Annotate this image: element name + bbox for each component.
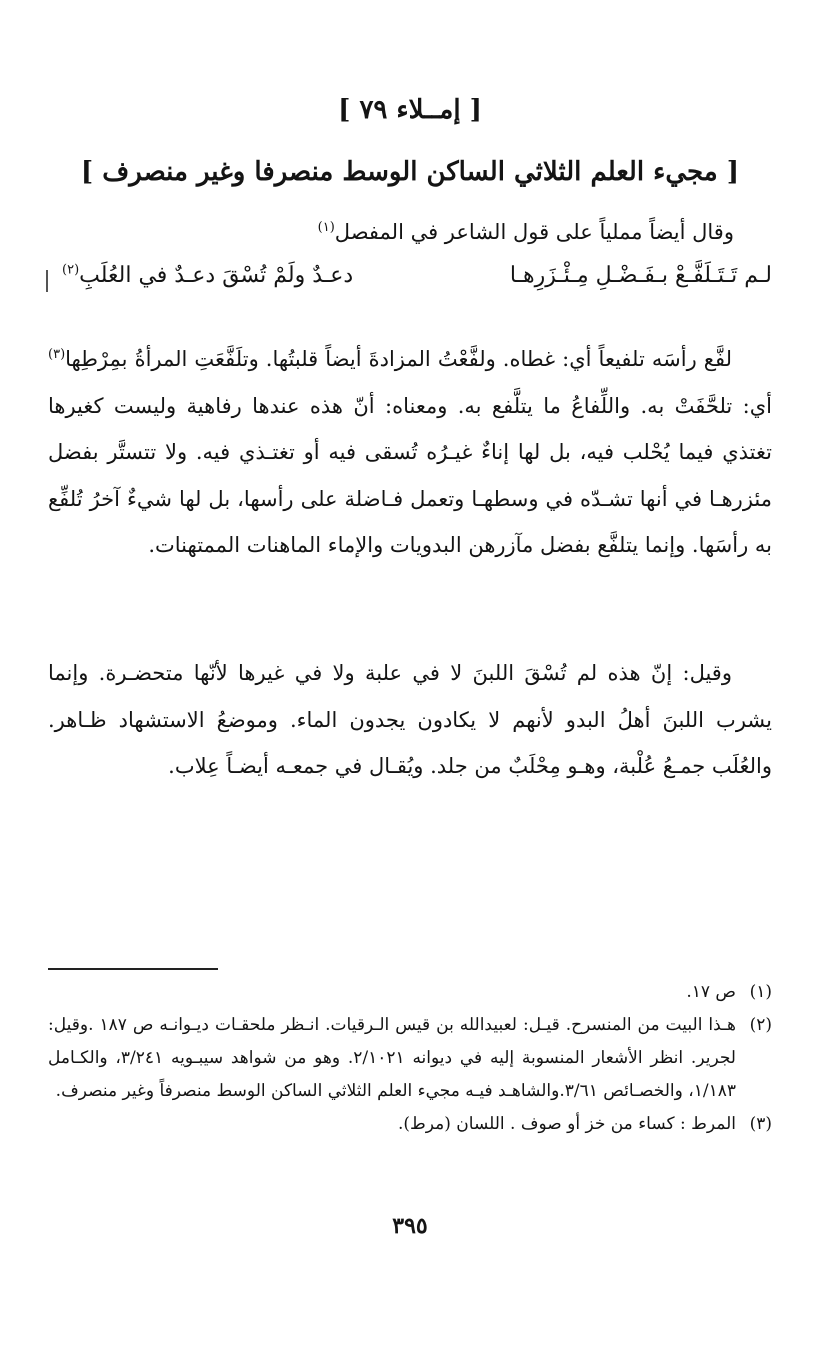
footnote-ref-3: (٣) — [48, 347, 66, 362]
verse-second-hemistich: دعـدٌ ولَمْ تُسْقَ دعـدٌ في العُلَبِ — [79, 263, 354, 288]
footnote-1 — [48, 976, 772, 1009]
intro-line — [318, 214, 734, 250]
footnote-text: ص ١٧. — [686, 982, 736, 1002]
chapter-title: [ مجيء العلم الثلاثي الساكن الوسط منصرفا وغير منصرف ] — [80, 157, 740, 187]
intro-text: وقال أيضاً مملياً على قول الشاعر في المفصل — [334, 220, 734, 244]
footnote-number: (١) — [749, 982, 772, 1002]
footnote-number: (٢) — [749, 1015, 772, 1035]
dictation-title: [ إمــلاء ٧٩ ] — [338, 95, 482, 125]
footnote-ref-1: (١) — [317, 220, 335, 235]
paragraph-1 — [48, 336, 772, 569]
footnote-text: هـذا البيت من المنسرح. قيـل: لعبيدالله بن قيس الـرقيات. انـظر ملحقـات ديـوانـه ص ١٨٧ .وقيل: لجرير. انظر الأشعار المنسوبة إليه في ديوانه ٢/١٠٢١. وهو من شواهد سيبـويه ٣/٢٤١، والكـامل ١/١٨٣، والخصـائص ٣/٦١.والشاهـد فيـه مجيء العلم الثلاثي الساكن الوسط منصرفاً وغير منصرف. — [48, 1015, 736, 1101]
page-number: ٣٩٥ — [392, 1213, 428, 1239]
footnote-3 — [48, 1108, 772, 1141]
verse-first-hemistich: لـم تَـتَـلَفَّـعْ بـفَـضْـلِ مِـئْـزَرِهـا — [509, 263, 772, 288]
paragraph-2: وقيل: إنّ هذه لم تُسْقَ اللبنَ لا في علبة ولا في غيرها لأنّها متحضـرة. وإنما يشرب اللبنَ أهلُ البدو لأنهم لا يكادون يجدون الماء. وموضعُ الاستشهاد ظـاهر. والعُلَب جمـعُ عُلْبة، وهـو مِحْلَبٌ من جلد. ويُقـال في جمعـه أيضـاً عِلاب. — [48, 661, 772, 778]
verse-second-hemistich-line — [62, 256, 353, 296]
verse-end-mark — [46, 270, 48, 292]
footnote-text: المرط : كساء من خز أو صوف . اللسان (مرط). — [398, 1114, 736, 1134]
footnotes — [48, 976, 772, 1141]
footnote-ref-2: (٢) — [62, 262, 80, 278]
paragraph-1-part-1: لفَّع رأسَه تلفيعاً أي: غطاه. ولفَّعْتُ المزادةَ أيضاً قلبتُها. وتلَفَّعَتِ المرأةُ بمِرْطِها — [65, 347, 732, 371]
footnote-number: (٣) — [749, 1114, 772, 1134]
paragraph-1-part-2: أي: تلحَّفَتْ به. واللِّفاعُ ما يتلَّفع به. ومعناه: أنّ هذه عندها رفاهية وليست كغيرها تغتذي فيما يُحْلب فيه، بل لها إناءٌ غيـرُه تُسقى فيه أو تغتـذي فيه. ولا تتستَّر بفضل مئزرهـا في أنها تشـدّه في وسطهـا وتعمل فـاضلة على رأسها، بل لها شيءٌ آخرُ تُلفِّع به رأسَها. وإنما يتلفَّع بفضل مآزرهن البدويات والإماء الماهنات الممتهنات. — [48, 393, 772, 557]
footnote-2 — [48, 1009, 772, 1108]
footnote-separator — [48, 968, 218, 970]
